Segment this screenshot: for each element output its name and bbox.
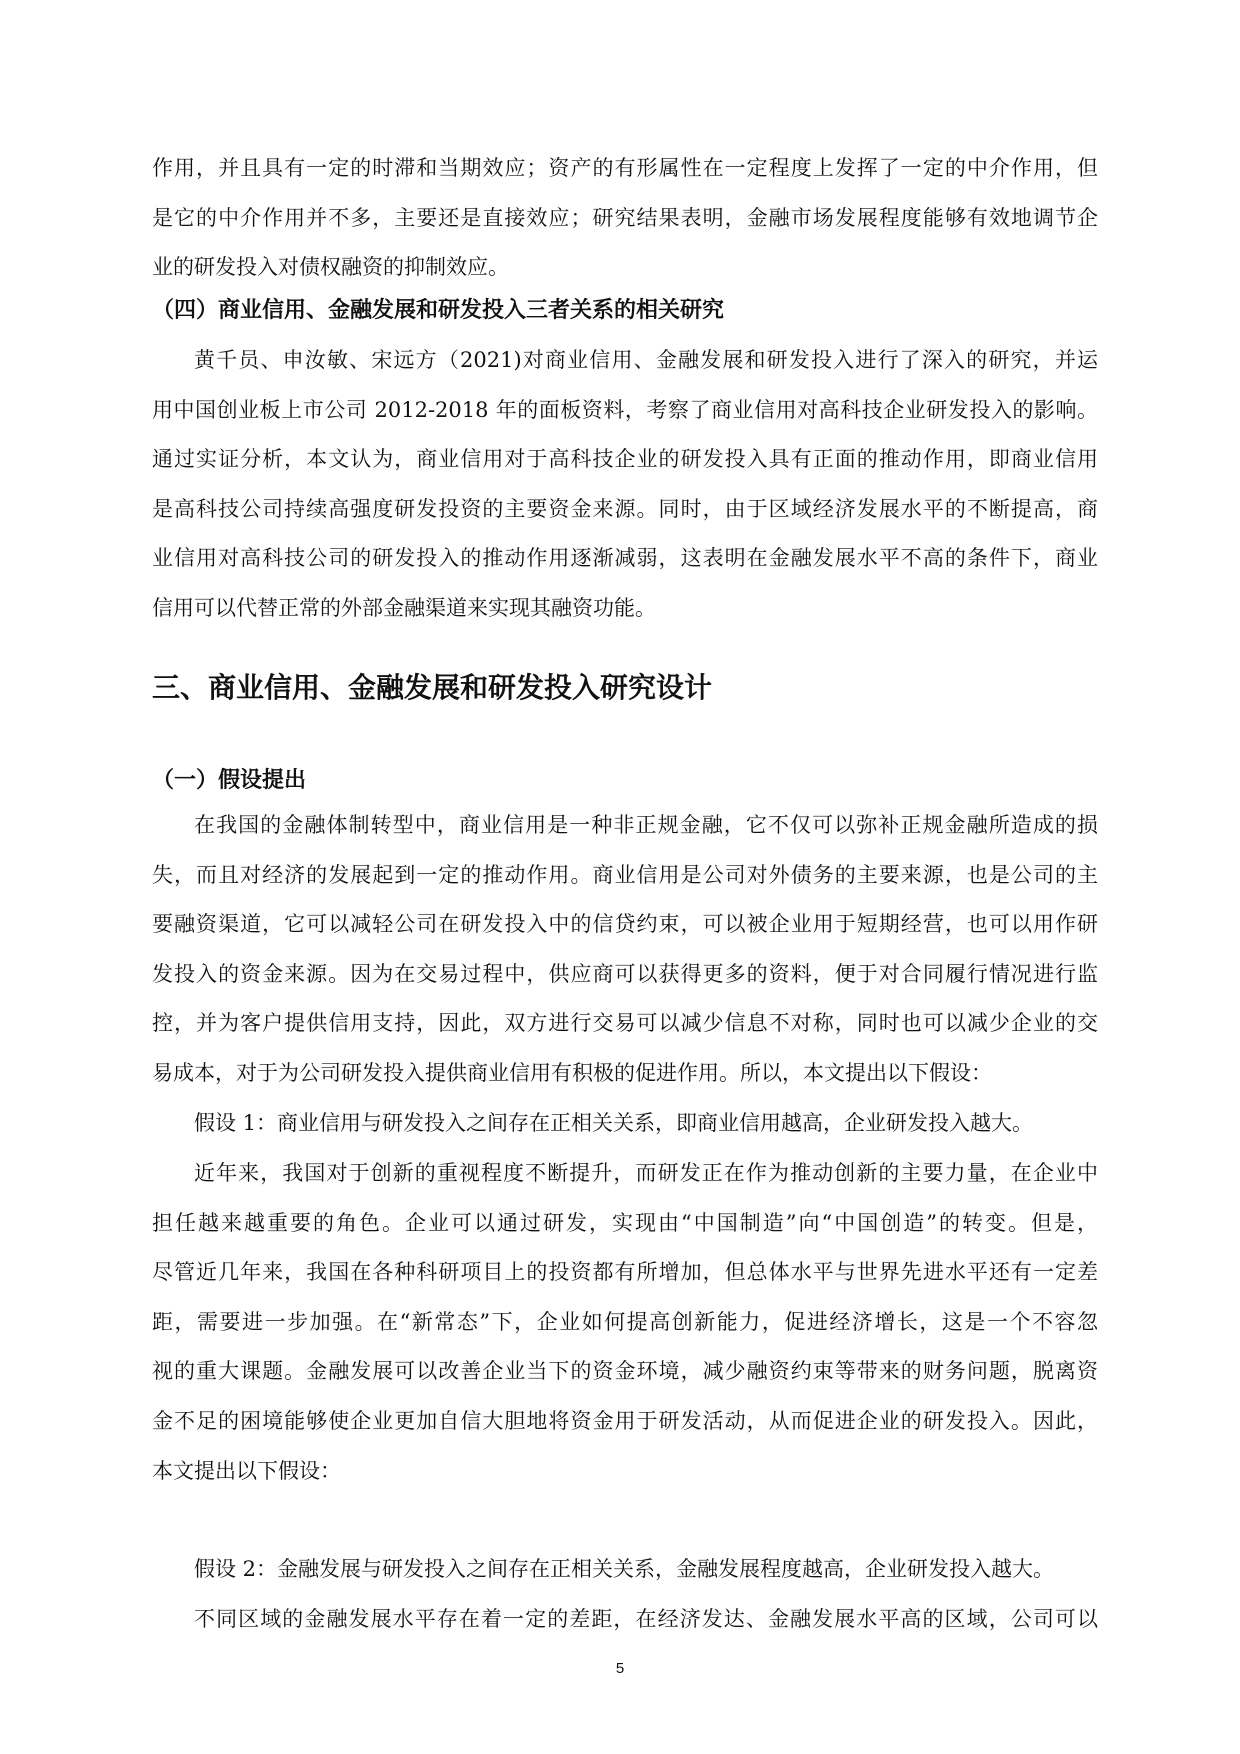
hypothesis-2 (152, 1545, 1098, 1595)
text-line: 担任越来越重要的角色。企业可以通过研发，实现由“中国制造”向“中国创造”的转变。但是， (152, 1210, 1098, 1235)
text-line: 本文提出以下假设： (152, 1458, 341, 1483)
paragraph-5 (152, 1595, 1098, 1645)
text-line: 用中国创业板上市公司 2012-2018 年的面板资料，考察了商业信用对高科技企业研发投入的影响。 (152, 397, 1098, 422)
text-line: 要融资渠道，它可以减轻公司在研发投入中的信贷约束，可以被企业用于短期经营，也可以用作研 (152, 912, 1098, 937)
text-line: 信用可以代替正常的外部金融渠道来实现其融资功能。 (152, 595, 656, 620)
paragraph-2 (152, 336, 1098, 634)
paragraph-4 (152, 1149, 1098, 1496)
paragraph-1 (152, 144, 1098, 293)
text-line: 距，需要进一步加强。在“新常态”下，企业如何提高创新能力，促进经济增长，这是一个不容忽 (152, 1309, 1098, 1334)
text-line: 不同区域的金融发展水平存在着一定的差距，在经济发达、金融发展水平高的区域，公司可以 (194, 1607, 1098, 1631)
text-line: 尽管近几年来，我国在各种科研项目上的投资都有所增加，但总体水平与世界先进水平还有一定差 (152, 1260, 1098, 1285)
text-line: 业的研发投入对债权融资的抑制效应。 (152, 255, 509, 280)
text-line: 控，并为客户提供信用支持，因此，双方进行交易可以减少信息不对称，同时也可以减少企业的交 (152, 1011, 1098, 1036)
text-line: 作用，并且具有一定的时滞和当期效应；资产的有形属性在一定程度上发挥了一定的中介作用，但 (152, 156, 1098, 180)
text-line: 发投入的资金来源。因为在交易过程中，供应商可以获得更多的资料，便于对合同履行情况进行监 (152, 961, 1098, 986)
text-line: 金不足的困境能够使企业更加自信大胆地将资金用于研发活动，从而促进企业的研发投入。因此， (152, 1408, 1098, 1433)
text-line: 通过实证分析，本文认为，商业信用对于高科技企业的研发投入具有正面的推动作用，即商业信用 (152, 447, 1098, 472)
text-line: 是它的中介作用并不多，主要还是直接效应；研究结果表明，金融市场发展程度能够有效地调节企 (152, 205, 1098, 230)
text-line: 易成本，对于为公司研发投入提供商业信用有积极的促进作用。所以，本文提出以下假设： (152, 1060, 992, 1085)
text-line: 业信用对高科技公司的研发投入的推动作用逐渐减弱，这表明在金融发展水平不高的条件下，商业 (152, 546, 1098, 571)
text-line: 假设 2：金融发展与研发投入之间存在正相关关系，金融发展程度越高，企业研发投入越大。 (194, 1557, 1055, 1581)
hypothesis-1 (152, 1099, 1098, 1149)
text-line: 是高科技公司持续高强度研发投资的主要资金来源。同时，由于区域经济发展水平的不断提高，商 (152, 496, 1098, 521)
paragraph-3 (152, 801, 1098, 1099)
section-heading-3: 三、商业信用、金融发展和研发投入研究设计 (152, 671, 713, 704)
subsection-heading-4: （四）商业信用、金融发展和研发投入三者关系的相关研究 (152, 298, 725, 323)
text-line: 视的重大课题。金融发展可以改善企业当下的资金环境，减少融资约束等带来的财务问题，脱离资 (152, 1359, 1098, 1384)
text-line: 在我国的金融体制转型中，商业信用是一种非正规金融，它不仅可以弥补正规金融所造成的损 (194, 813, 1098, 837)
subsection-heading-1: （一）假设提出 (152, 768, 307, 793)
page-number: 5 (615, 1660, 625, 1677)
text-line: 失，而且对经济的发展起到一定的推动作用。商业信用是公司对外债务的主要来源，也是公司的主 (152, 862, 1098, 887)
text-line: 近年来，我国对于创新的重视程度不断提升，而研发正在作为推动创新的主要力量，在企业中 (194, 1161, 1098, 1185)
text-line: 黄千员、申汝敏、宋远方（2021)对商业信用、金融发展和研发投入进行了深入的研究，并运 (194, 348, 1098, 372)
text-line: 假设 1：商业信用与研发投入之间存在正相关关系，即商业信用越高，企业研发投入越大。 (194, 1111, 1034, 1135)
